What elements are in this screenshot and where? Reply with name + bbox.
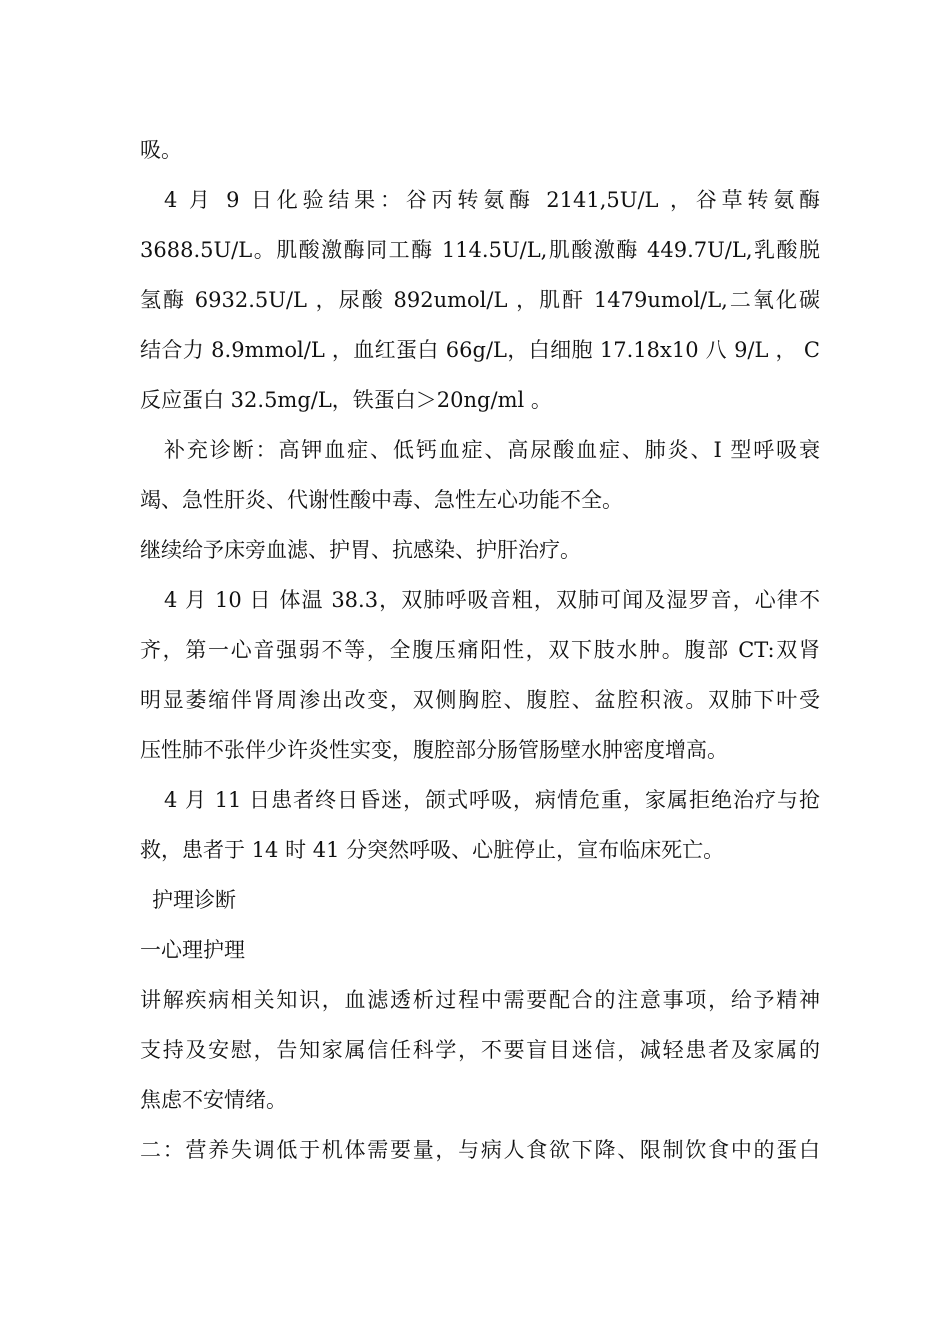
text-line: 4 月 11 日患者终日昏迷，颌式呼吸，病情危重，家属拒绝治疗与抢	[164, 788, 820, 812]
text-line: 压性肺不张伴少许炎性实变，腹腔部分肠管肠壁水肿密度增高。	[140, 738, 728, 762]
text-line: 齐，第一心音强弱不等，全腹压痛阳性，双下肢水肿。腹部 CT:双肾	[140, 638, 820, 662]
text-line: 明显萎缩伴肾周渗出改变，双侧胸腔、腹腔、盆腔积液。双肺下叶受	[140, 688, 820, 712]
text-line: 4 月 10 日 体温 38.3，双肺呼吸音粗，双肺可闻及湿罗音，心律不	[164, 588, 820, 612]
section-heading: 护理诊断	[152, 888, 236, 912]
text-line: 结合力 8.9mmol/L ，血红蛋白 66g/L，白细胞 17.18x10 八 9/L ， C	[140, 338, 820, 362]
text-line: 补充诊断：高钾血症、低钙血症、高尿酸血症、肺炎、I 型呼吸衰	[164, 438, 820, 462]
text-line: 二：营养失调低于机体需要量，与病人食欲下降、限制饮食中的蛋白	[140, 1138, 820, 1162]
section-heading: 一心理护理	[140, 938, 245, 962]
text-line: 焦虑不安情绪。	[140, 1088, 287, 1112]
text-line: 氢酶 6932.5U/L ，尿酸 892umol/L ，肌酐 1479umol/L,二氧化碳	[140, 288, 820, 312]
text-line: 讲解疾病相关知识，血滤透析过程中需要配合的注意事项，给予精神	[140, 988, 820, 1012]
text-line: 3688.5U/L。肌酸激酶同工酶 114.5U/L,肌酸激酶 449.7U/L,乳酸脱	[140, 238, 820, 262]
text-line: 吸。	[140, 138, 182, 162]
text-line: 4 月 9 日化验结果：谷丙转氨酶 2141,5U/L ，谷草转氨酶	[164, 188, 820, 212]
text-line: 继续给予床旁血滤、护胃、抗感染、护肝治疗。	[140, 538, 581, 562]
text-line: 支持及安慰，告知家属信任科学，不要盲目迷信，减轻患者及家属的	[140, 1038, 820, 1062]
text-line: 反应蛋白 32.5mg/L，铁蛋白＞20ng/ml 。	[140, 388, 552, 412]
text-line: 救，患者于 14 时 41 分突然呼吸、心脏停止，宣布临床死亡。	[140, 838, 725, 862]
text-line: 竭、急性肝炎、代谢性酸中毒、急性左心功能不全。	[140, 488, 623, 512]
